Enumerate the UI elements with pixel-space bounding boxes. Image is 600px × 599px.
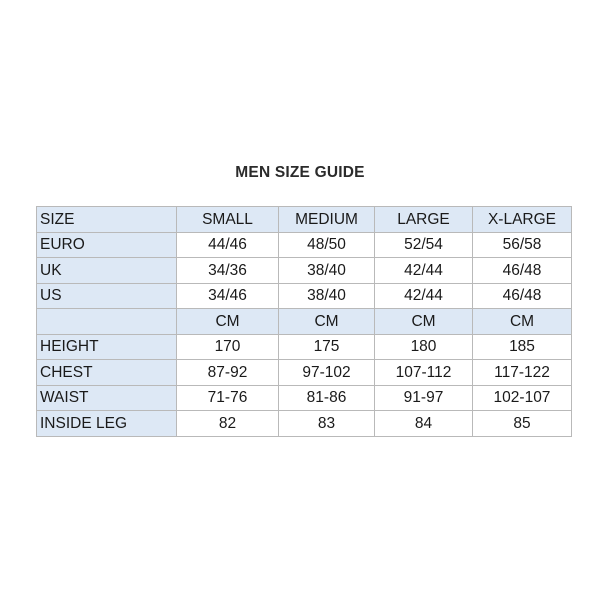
- table-row-chest: [37, 360, 572, 386]
- header-label-cell: SIZE: [37, 207, 177, 233]
- table-cell: 81-86: [279, 385, 375, 411]
- table-cell: 44/46: [177, 232, 279, 258]
- table-row-euro: [37, 232, 572, 258]
- table-cell: 52/54: [375, 232, 473, 258]
- table-cell: 117-122: [473, 360, 572, 386]
- table-cell: 34/36: [177, 258, 279, 284]
- table-row-uk: [37, 258, 572, 284]
- table-row-units: [37, 309, 572, 335]
- row-label: WAIST: [37, 385, 177, 411]
- table-cell: 48/50: [279, 232, 375, 258]
- table-cell: 82: [177, 411, 279, 437]
- table-cell: 83: [279, 411, 375, 437]
- table-cell: 71-76: [177, 385, 279, 411]
- table-row-us: [37, 283, 572, 309]
- table-cell: 34/46: [177, 283, 279, 309]
- row-label: US: [37, 283, 177, 309]
- header-size-small: SMALL: [177, 207, 279, 233]
- table-cell: 87-92: [177, 360, 279, 386]
- unit-cell: CM: [177, 309, 279, 335]
- table-cell: 97-102: [279, 360, 375, 386]
- header-size-medium: MEDIUM: [279, 207, 375, 233]
- unit-cell: CM: [473, 309, 572, 335]
- table-cell: 84: [375, 411, 473, 437]
- table-cell: 170: [177, 334, 279, 360]
- row-label: [37, 309, 177, 335]
- row-label: UK: [37, 258, 177, 284]
- row-label: HEIGHT: [37, 334, 177, 360]
- table-cell: 102-107: [473, 385, 572, 411]
- row-label: CHEST: [37, 360, 177, 386]
- table-cell: 38/40: [279, 283, 375, 309]
- row-label: EURO: [37, 232, 177, 258]
- table-cell: 42/44: [375, 258, 473, 284]
- row-label: INSIDE LEG: [37, 411, 177, 437]
- unit-cell: CM: [279, 309, 375, 335]
- unit-cell: CM: [375, 309, 473, 335]
- table-cell: 180: [375, 334, 473, 360]
- table-cell: 38/40: [279, 258, 375, 284]
- table-cell: 107-112: [375, 360, 473, 386]
- table-cell: 56/58: [473, 232, 572, 258]
- table-cell: 85: [473, 411, 572, 437]
- table-header-row: [37, 207, 572, 233]
- table-cell: 91-97: [375, 385, 473, 411]
- table-row-waist: [37, 385, 572, 411]
- table-cell: 185: [473, 334, 572, 360]
- table-cell: 175: [279, 334, 375, 360]
- header-size-x-large: X-LARGE: [473, 207, 572, 233]
- table-cell: 46/48: [473, 283, 572, 309]
- header-size-large: LARGE: [375, 207, 473, 233]
- table-cell: 42/44: [375, 283, 473, 309]
- size-guide-table: [36, 206, 572, 437]
- table-row-height: [37, 334, 572, 360]
- table-row-inside-leg: [37, 411, 572, 437]
- table-cell: 46/48: [473, 258, 572, 284]
- page-title: MEN SIZE GUIDE: [235, 164, 365, 181]
